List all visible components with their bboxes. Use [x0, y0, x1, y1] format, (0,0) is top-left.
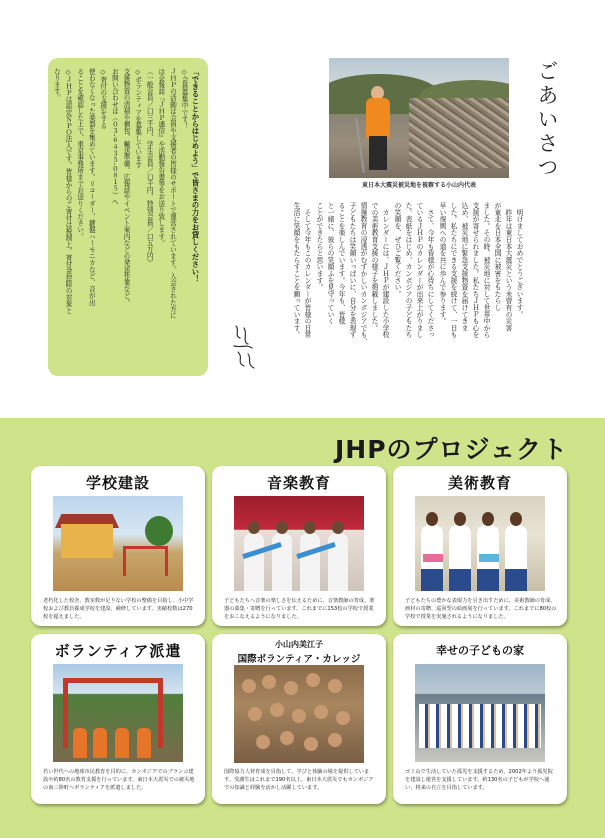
- project-card-title: 国際ボランティア・カレッジ: [237, 654, 361, 665]
- greeting-line: ることを楽しんでいます。今年も、皆様: [337, 202, 345, 325]
- project-card-desc: 国際協力人材育成を目指して、学びと体験の場を提供しています。受講生はこれまで190名以上。東日本大震災でもカンボジアでの知識と経験を活かし活躍しています。: [224, 769, 374, 791]
- support-info-line: （一般会員／口三千円、学生会員／口千円、特別会員／口五万円）: [145, 68, 154, 266]
- project-card-college: [212, 634, 386, 804]
- support-info-line: ◇ボランティアを募集しています: [133, 68, 142, 169]
- greeting-line: 情操教育の浸透がむずかしいカンボジアでも、: [359, 202, 367, 345]
- support-info-line: なります。: [52, 68, 61, 101]
- project-card-art: [393, 466, 567, 626]
- greeting-heading: ごあいさつ: [535, 60, 559, 180]
- project-card-desc: 若い世代への地球市民教育を目的に、カンボジアでのブランコ建設や約80名の教育支援を行っています。東日本大震災での被災地の南三陸町へボランティアを派遣しました。: [43, 769, 195, 791]
- project-card-desc: 子どもたちの豊かな表現力を引き出すために、美術教師の育成、画材の寄贈、巡回型の絵画展を行っています。これまでに80校の学校で授業を実施されるようになりました。: [405, 598, 557, 620]
- greeting-line: た。表紙をはじめ、カンボジアの子どもたち: [404, 202, 412, 338]
- greeting-line: さて、今年も皆様が心待ちにしてくださっ: [426, 202, 434, 338]
- support-info-title: 「できることからはじめよう」で皆さまの力をお貸しください！: [191, 68, 200, 283]
- art-class-photo: [415, 496, 545, 591]
- project-card-title: 音楽教育: [266, 474, 331, 492]
- support-info-line: ◇ＪＨＰは認定ＮＰＯ法人です。皆様からのご寄付は税制上、寄付金控除の対象と: [64, 68, 73, 314]
- college-group-photo: [234, 665, 364, 763]
- project-card-title: 美術教育: [447, 474, 512, 492]
- music-class-photo: [234, 496, 364, 591]
- support-info-line: ることを確認した上で、東京事務所までお送りください。: [75, 68, 84, 240]
- children-home-photo: [415, 664, 545, 762]
- school-building-photo: [53, 496, 183, 591]
- support-info-line: 支援物資の清掃や梱包、輸送準備、広報誌やイベント案内などの発送作業など。: [122, 68, 131, 306]
- greeting-line: ました。その時、被災地に対して世界中から: [482, 202, 490, 338]
- support-info-line: ＪＨＰの活動は会員や支援者の皆様のサポートで運営されています。入会された方に: [168, 68, 177, 319]
- greeting-line: の笑顔を、ぜひご覧ください。: [393, 202, 401, 298]
- project-card-title: 幸せの子どもの家: [436, 644, 524, 657]
- greeting-line: 支援が寄せられました。私たちＪＨＰも心を: [471, 202, 479, 338]
- photo-caption: 東日本大震災被災地を視察する小山内代表: [361, 182, 476, 189]
- project-card-music: [212, 466, 386, 626]
- greeting-line: した。私たちにできる支援を続けて、一日も: [449, 202, 457, 338]
- project-card-subtitle: 小山内美江子: [275, 640, 323, 649]
- volunteer-photo: [53, 664, 183, 762]
- greeting-line: そして今年もこのカレンダーが皆様の日常: [303, 202, 311, 338]
- support-info-line: ◇寄付の支援をする: [98, 68, 107, 129]
- greeting-line: カレンダーには、ＪＨＰが建設した小学校: [381, 202, 389, 338]
- signature: [228, 322, 260, 372]
- support-info-columns: [52, 68, 200, 366]
- greeting-line: が東北を日本全国に被害をもたらし: [493, 202, 501, 311]
- greeting-line: ているＪＨＰのカレンダーが出来上がりまし: [415, 202, 423, 338]
- greeting-body: [262, 202, 524, 374]
- greeting-line: 昨年は東日本大震災という未曾有の災害: [504, 202, 512, 332]
- project-card-desc: ゴミ山で生活していた孤児を支援するため、2002年より孤児院を建設し運営を支援しています。約130名の子どもが学校へ通い、将来の自立を目指しています。: [405, 769, 553, 791]
- greeting-line: と一緒に、彼らの笑顔ふを見守っていく: [326, 202, 334, 325]
- support-info-line: お問い合わせは（０３‐６４３５‐０８１５）へ: [110, 68, 119, 205]
- greeting-line: 早い復興への道を共に歩んで参ります。: [438, 202, 446, 325]
- projects-title: JHPのプロジェクト: [335, 435, 569, 464]
- greeting-line: 生活に笑顔をもたらすことを願っています。: [292, 202, 300, 338]
- greeting-line: ことができたらと思います。: [315, 202, 323, 291]
- greeting-line: での美術教育支援の様子を掲載しました。: [370, 202, 378, 332]
- representative-photo: [329, 58, 509, 178]
- support-info-line: は会報誌『ＪＨＰ通信』や活動報告書等をお送り致します。: [156, 68, 165, 247]
- project-card-desc: 子どもたちへ音楽の楽しさを伝えるために、音楽教師の育成、楽器の募集・寄贈を行っています。これまでに153校の学校で授業をおこなえるようになりました。: [224, 598, 375, 620]
- project-card-desc: 老朽化した校舎、教室数が足りない学校の整備を目指し、小中学校および教員養成学校を建設、補修しています。実績校数は270校を超えました。: [43, 598, 194, 620]
- project-card-school: [31, 466, 205, 626]
- project-card-title: 学校建設: [85, 474, 150, 492]
- support-info-line: 使わなくなった楽器を集めています。リコーダー、鍵盤ハーモニカなど、音が出: [87, 68, 96, 306]
- support-info-line: ◇会員募集中です！: [180, 68, 188, 129]
- greeting-line: 子どもたちは笑顔いっぱいに、自分を表現す: [348, 202, 356, 338]
- project-card-volunteer: [31, 634, 205, 804]
- greeting-line: 込め、被災地に緊急支援物資を届けてきま: [460, 202, 468, 332]
- support-info-box: [48, 58, 208, 376]
- greeting-line: 明けましておめでとうございます。: [515, 202, 523, 318]
- project-card-title: ボランティア派遣: [54, 642, 182, 660]
- project-card-home: [393, 634, 567, 804]
